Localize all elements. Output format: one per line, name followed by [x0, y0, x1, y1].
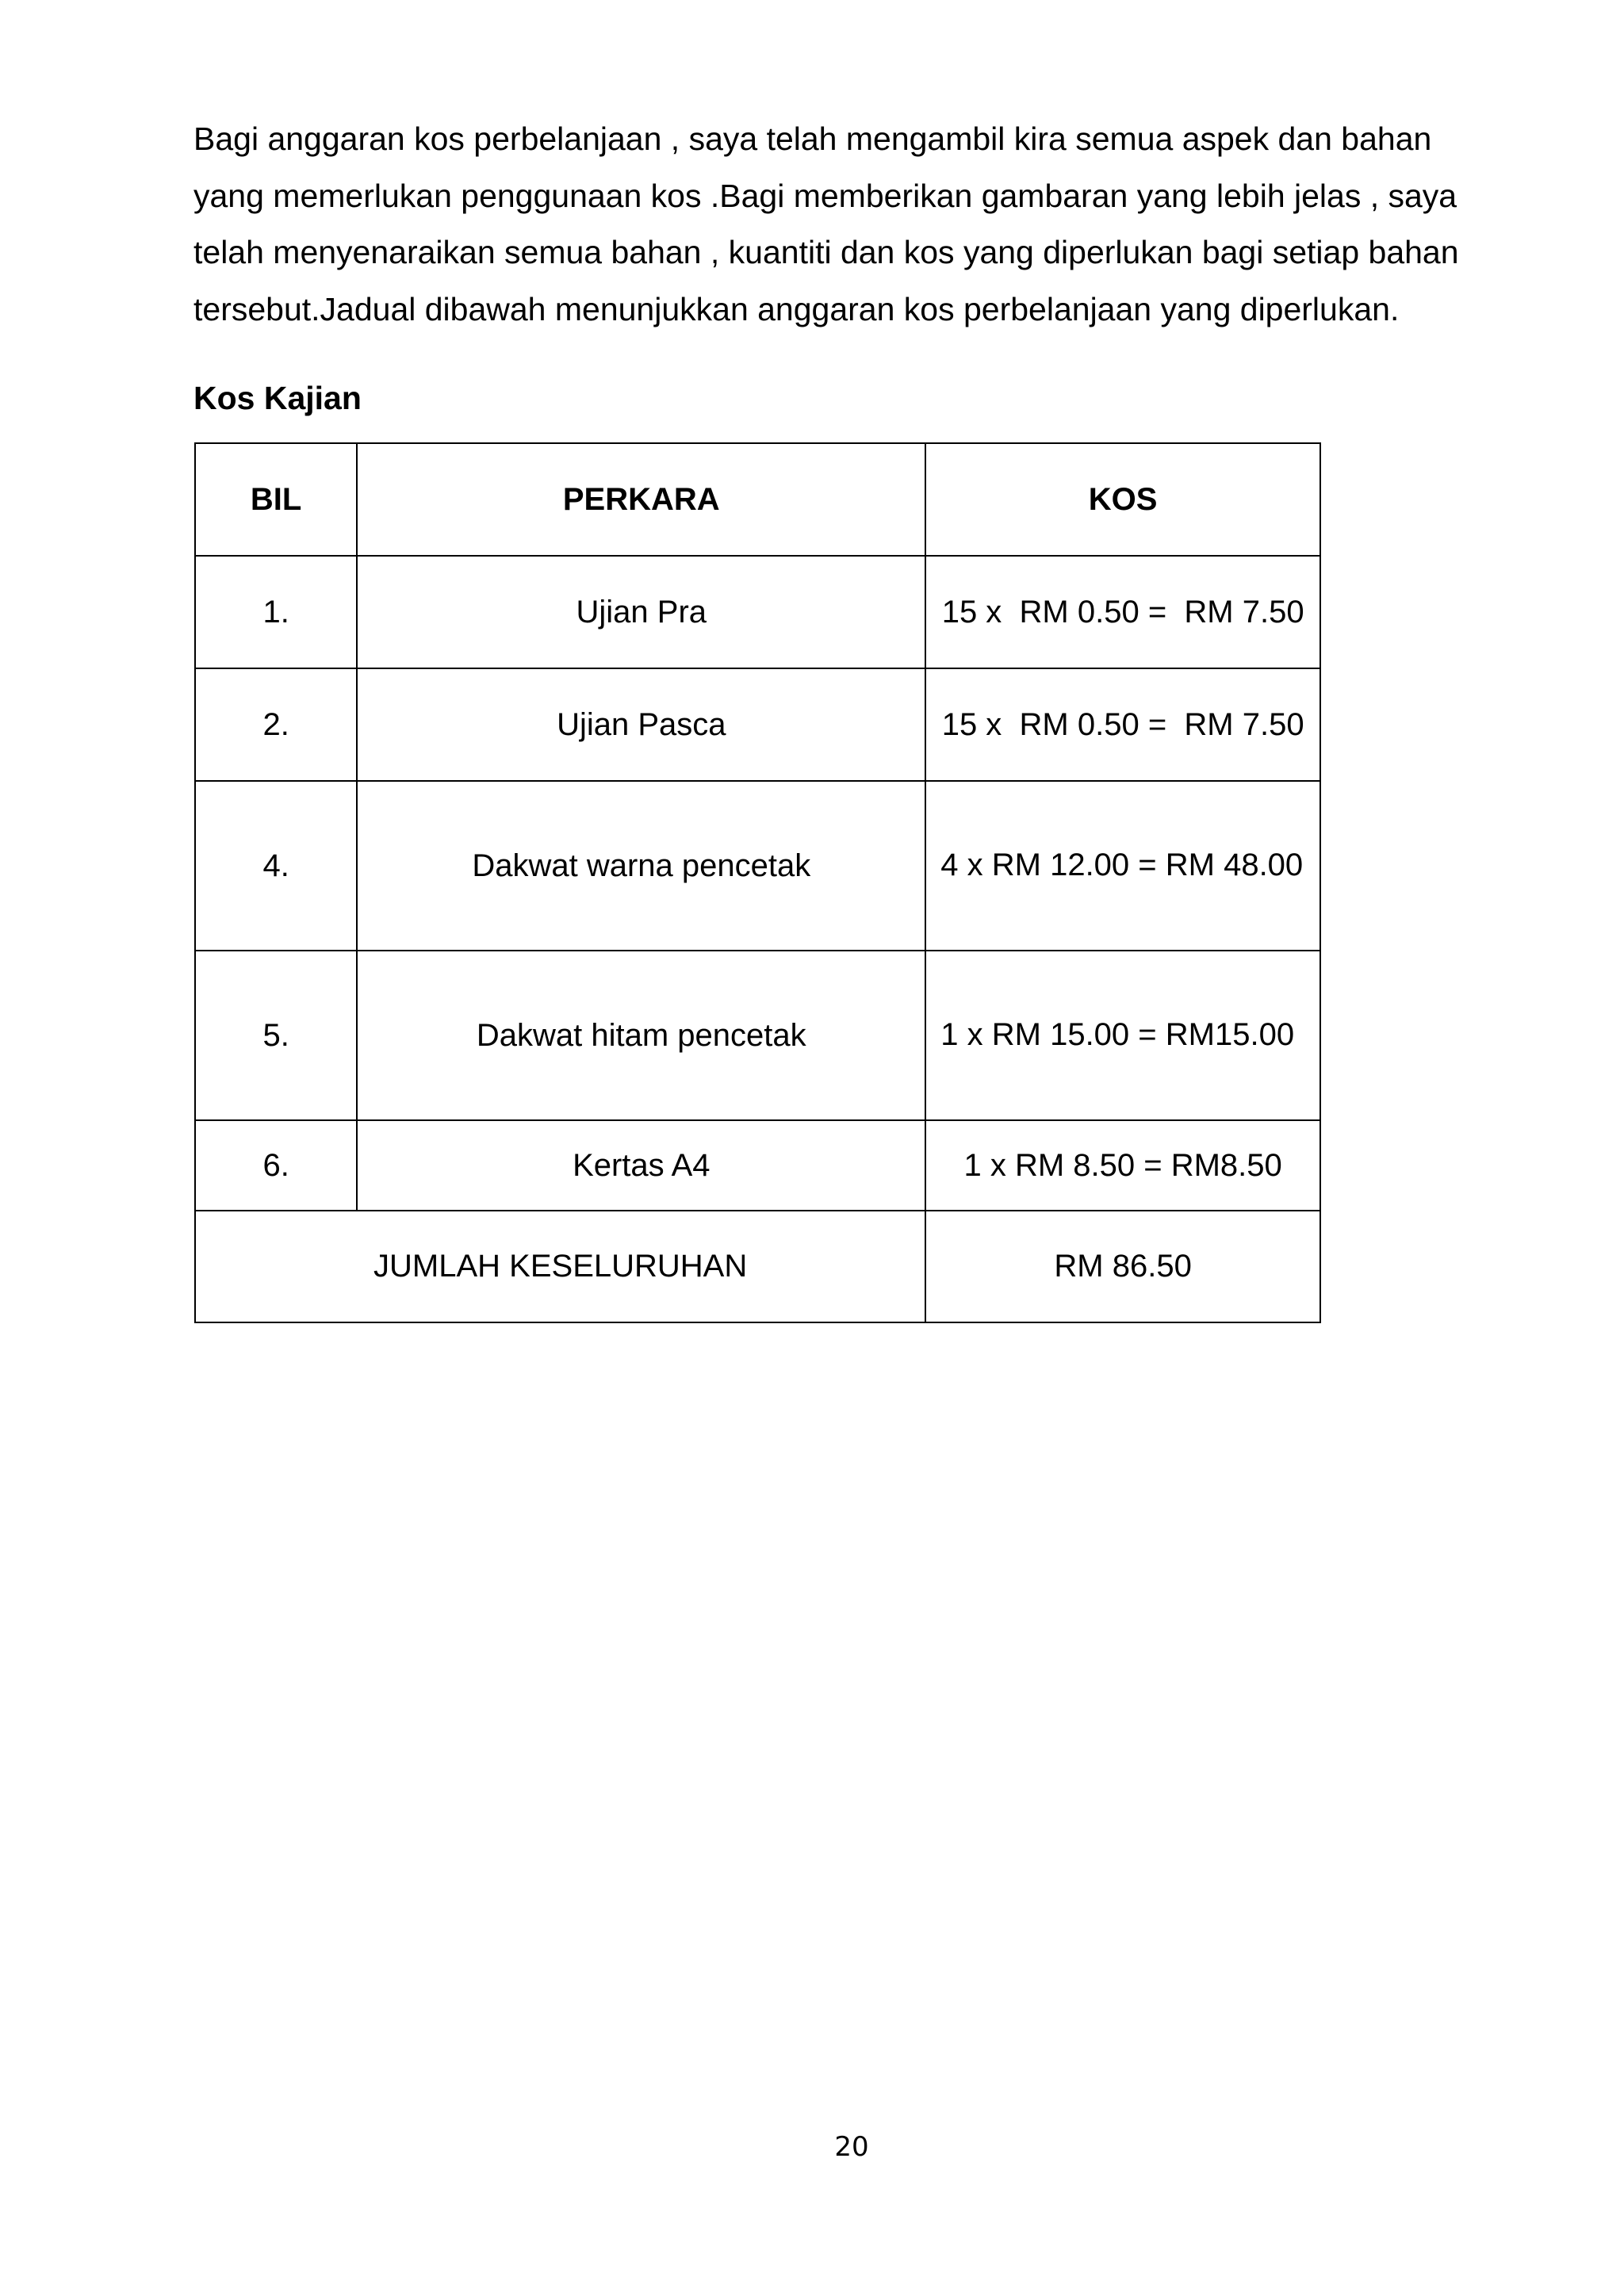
cell-perkara: Kertas A4 — [357, 1120, 925, 1211]
cell-kos: 4 x RM 12.00 = RM 48.00 — [925, 781, 1320, 951]
cell-bil: 1. — [195, 556, 357, 668]
intro-line: Bagi anggaran kos perbelanjaan , saya telah mengambil kira semua aspek dan bahan — [193, 121, 1432, 157]
header-kos: KOS — [925, 443, 1320, 556]
cell-kos: 1 x RM 8.50 = RM8.50 — [925, 1120, 1320, 1211]
header-perkara: PERKARA — [357, 443, 925, 556]
table-row — [195, 1120, 1320, 1211]
cell-kos: 1 x RM 15.00 = RM15.00 — [925, 951, 1320, 1120]
total-label: JUMLAH KESELURUHAN — [195, 1211, 925, 1322]
cost-table — [194, 442, 1321, 1323]
cell-kos: 15 x RM 0.50 = RM 7.50 — [925, 556, 1320, 668]
table-row — [195, 781, 1320, 951]
table-total-row — [195, 1211, 1320, 1322]
cell-bil: 4. — [195, 781, 357, 951]
intro-line: yang memerlukan penggunaan kos .Bagi memberikan gambaran yang lebih jelas , saya — [193, 177, 1457, 214]
intro-paragraph — [193, 111, 1494, 338]
intro-line: tersebut.Jadual dibawah menunjukkan anggaran kos perbelanjaan yang diperlukan. — [193, 290, 1400, 327]
cell-perkara: Ujian Pasca — [357, 668, 925, 781]
intro-line: telah menyenaraikan semua bahan , kuantiti dan kos yang diperlukan bagi setiap bahan — [193, 234, 1459, 270]
cell-perkara: Dakwat hitam pencetak — [357, 951, 925, 1120]
cell-bil: 2. — [195, 668, 357, 781]
section-title: Kos Kajian — [193, 380, 362, 416]
table-header-row — [195, 443, 1320, 556]
total-value: RM 86.50 — [925, 1211, 1320, 1322]
cell-perkara: Ujian Pra — [357, 556, 925, 668]
table-row — [195, 556, 1320, 668]
cell-bil: 6. — [195, 1120, 357, 1211]
header-bil: BIL — [195, 443, 357, 556]
table-row — [195, 668, 1320, 781]
cell-bil: 5. — [195, 951, 357, 1120]
table-row — [195, 951, 1320, 1120]
page-number: 20 — [834, 2131, 869, 2163]
cell-perkara: Dakwat warna pencetak — [357, 781, 925, 951]
cell-kos: 15 x RM 0.50 = RM 7.50 — [925, 668, 1320, 781]
